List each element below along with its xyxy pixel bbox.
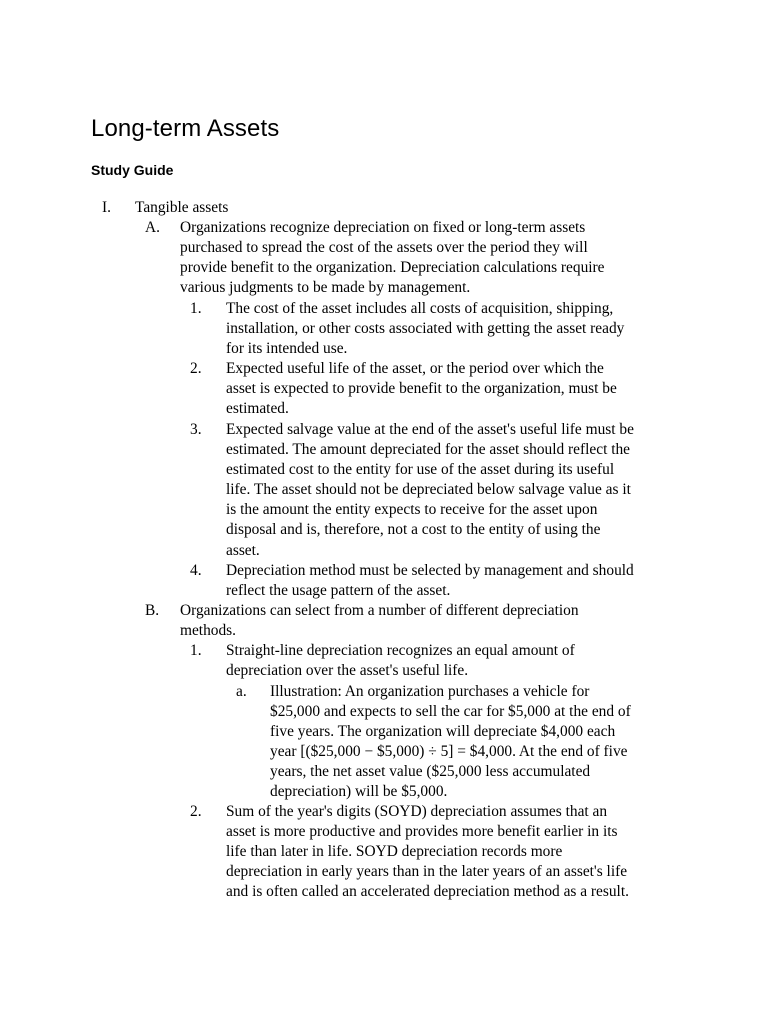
paragraph-b1: [226, 641, 575, 681]
paragraph-b1-text: Straight-line depreciation recognizes an equal amount of depreciation over the asset's useful life.: [226, 642, 575, 680]
paragraph-a4-text: Depreciation method must be selected by management and should reflect the usage pattern of the asset.: [226, 562, 634, 600]
paragraph-b-text: Organizations can select from a number of different depreciation methods.: [180, 602, 579, 640]
page-title: Long-term Assets: [91, 115, 280, 142]
outline-marker-a1: 1.: [190, 300, 202, 317]
paragraph-b2-text: Sum of the year's digits (SOYD) depreciation assumes that an asset is more productive and provides more benefit earlier in its life than later in life. SOYD depreciation records more depreciation in early years than in the later years of an asset's life and is often called an accelerated depreciation method as a result.: [226, 803, 629, 901]
section-heading: Tangible assets: [135, 199, 229, 216]
paragraph-a3-text: Expected salvage value at the end of the asset's useful life must be estimated. The amount depreciated for the asset should reflect the estimated cost to the entity for use of the asset during its useful life. The asset should not be depreciated below salvage value as it is the amount the entity expects to receive for the asset upon disposal and is, therefore, not a cost to the entity of using the asset.: [226, 421, 634, 559]
section-marker: I.: [102, 199, 111, 216]
paragraph-a1: [226, 299, 624, 359]
paragraph-a2-text: Expected useful life of the asset, or the period over which the asset is expected to provide benefit to the organization, must be estimated.: [226, 360, 617, 418]
outline-marker-b: B.: [145, 602, 160, 619]
paragraph-a4: [226, 561, 634, 601]
paragraph-b: [180, 601, 579, 641]
paragraph-b1a: [270, 682, 631, 803]
outline-marker-b2: 2.: [190, 803, 202, 820]
outline-marker-a3: 3.: [190, 421, 202, 438]
paragraph-a-text: Organizations recognize depreciation on fixed or long-term assets purchased to spread the cost of the assets over the period they will provide benefit to the organization. Depreciation calculations require various judgments to be made by management.: [180, 219, 605, 297]
outline-marker-a: A.: [145, 219, 160, 236]
outline-marker-a2: 2.: [190, 360, 202, 377]
paragraph-a1-text: The cost of the asset includes all costs of acquisition, shipping, installation, or other costs associated with getting the asset ready for its intended use.: [226, 300, 625, 358]
paragraph-a3: [226, 420, 634, 561]
outline-marker-a4: 4.: [190, 562, 202, 579]
paragraph-a: [180, 218, 605, 298]
paragraph-b1a-text: Illustration: An organization purchases a vehicle for $25,000 and expects to sell the car for $5,000 at the end of five years. The organization will depreciate $4,000 each year [($25,000 − $5,000) ÷ 5] = $4,000. At the end of five years, the net asset value ($25,000 less accumulated depreciation) will be $5,000.: [270, 683, 631, 801]
paragraph-b2: [226, 802, 629, 902]
outline-marker-b1: 1.: [190, 642, 202, 659]
study-guide-heading: Study Guide: [91, 162, 174, 178]
paragraph-a2: [226, 359, 617, 419]
outline-marker-b1a: a.: [236, 683, 247, 700]
